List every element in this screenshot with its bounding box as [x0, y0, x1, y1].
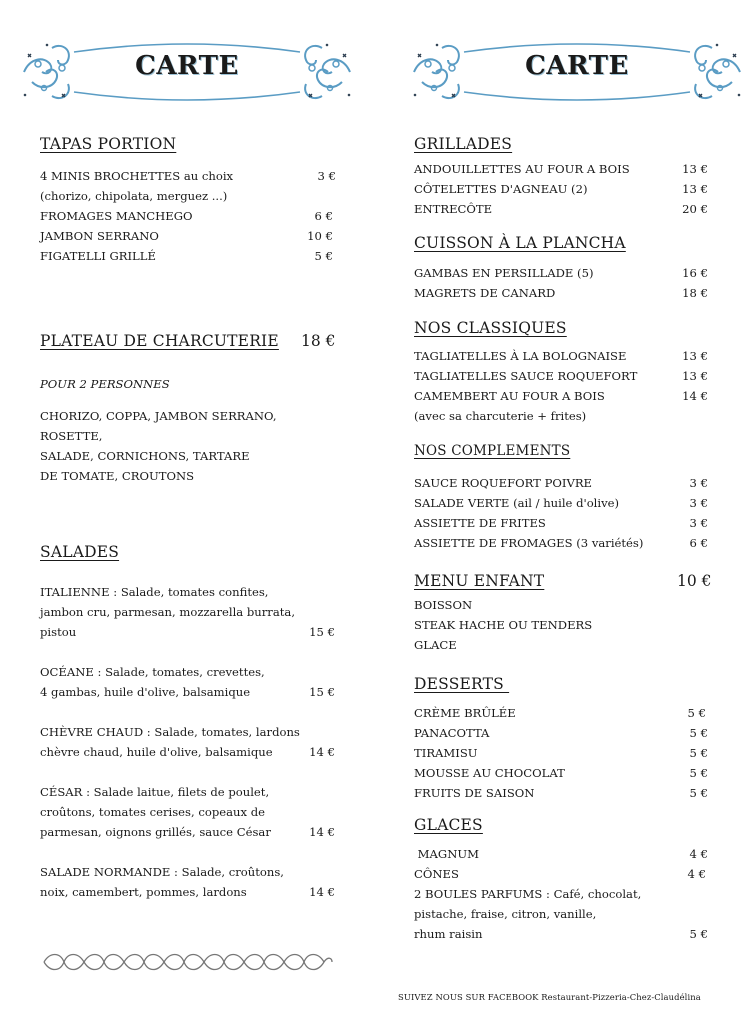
menu-item: GLACE [414, 638, 457, 652]
plateau-line: CHORIZO, COPPA, JAMBON SERRANO, [40, 409, 277, 423]
carte-title: CARTE [135, 51, 239, 81]
menu-item: TAGLIATELLES À LA BOLOGNAISE [414, 349, 627, 363]
item-price: 5 € [689, 746, 708, 760]
menu-item: TAGLIATELLES SAUCE ROQUEFORT [414, 369, 638, 383]
section-title-complements: NOS COMPLEMENTS [414, 443, 571, 459]
item-price: 3 € [689, 496, 708, 510]
footer-ornament-icon [40, 950, 336, 974]
item-price: 15 € [309, 625, 335, 639]
section-title-plateau: PLATEAU DE CHARCUTERIE [40, 332, 279, 350]
item-price: 3 € [317, 169, 336, 183]
menu-item: MOUSSE AU CHOCOLAT [414, 766, 565, 780]
salade-line: jambon cru, parmesan, mozzarella burrata, [40, 605, 296, 619]
item-price: 6 € [314, 209, 333, 223]
item-price: 14 € [309, 745, 335, 759]
item-price: 4 € [689, 847, 708, 861]
carte-header-right [412, 38, 742, 104]
item-price: 15 € [309, 685, 335, 699]
salade-line: croûtons, tomates cerises, copeaux de [40, 805, 265, 819]
salade-line: 4 gambas, huile d'olive, balsamique [40, 685, 251, 699]
menu-item: TIRAMISU [414, 746, 478, 760]
menu-item: CAMEMBERT AU FOUR A BOIS [414, 389, 605, 403]
item-price: 5 € [689, 726, 708, 740]
item-price: 14 € [309, 885, 335, 899]
menu-item: CÔNES [414, 867, 459, 881]
item-price: 4 € [687, 867, 706, 881]
section-title-glaces: GLACES [414, 816, 483, 834]
plateau-line: ROSETTE, [40, 429, 103, 443]
salade-line: chèvre chaud, huile d'olive, balsamique [40, 745, 273, 759]
menu-item-note: (avec sa charcuterie + frites) [414, 409, 587, 423]
plateau-price: 18 € [301, 332, 336, 350]
item-price: 6 € [689, 536, 708, 550]
menu-item: SAUCE ROQUEFORT POIVRE [414, 476, 593, 490]
item-price: 3 € [689, 516, 708, 530]
item-price: 3 € [689, 476, 708, 490]
salade-line: ITALIENNE : Salade, tomates confites, [40, 585, 269, 599]
menu-item: ASSIETTE DE FROMAGES (3 variétés) [414, 536, 644, 550]
item-price: 5 € [689, 927, 708, 941]
salade-line: CÉSAR : Salade laitue, filets de poulet, [40, 785, 270, 799]
menu-item: 4 MINIS BROCHETTES au choix [40, 169, 234, 183]
menu-item: MAGRETS DE CANARD [414, 286, 556, 300]
item-price: 14 € [309, 825, 335, 839]
item-price: 16 € [682, 266, 708, 280]
menu-item: FIGATELLI GRILLÉ [40, 249, 156, 263]
plateau-line: DE TOMATE, CROUTONS [40, 469, 195, 483]
menu-item: rhum raisin [414, 927, 483, 941]
section-title-grillades: GRILLADES [414, 135, 513, 153]
menu-item: FROMAGES MANCHEGO [40, 209, 193, 223]
section-title-tapas: TAPAS PORTION [40, 135, 177, 153]
menu-item-note: (chorizo, chipolata, merguez ...) [40, 189, 228, 203]
menu-item: CRÈME BRÛLÉE [414, 706, 516, 720]
menu-item: 2 BOULES PARFUMS : Café, chocolat, [414, 887, 642, 901]
menu-item: ANDOUILLETTES AU FOUR A BOIS [414, 162, 630, 176]
menu-item: CÔTELETTES D'AGNEAU (2) [414, 182, 588, 196]
salade-line: CHÈVRE CHAUD : Salade, tomates, lardons [40, 725, 300, 739]
section-title-plancha: CUISSON À LA PLANCHA [414, 234, 626, 252]
plateau-subtitle: POUR 2 PERSONNES [40, 377, 170, 391]
section-title-enfant: MENU ENFANT [414, 572, 545, 590]
carte-title: CARTE [525, 51, 629, 81]
menu-item: MAGNUM [414, 847, 479, 861]
menu-item: pistache, fraise, citron, vanille, [414, 907, 597, 921]
item-price: 5 € [689, 766, 708, 780]
salade-line: noix, camembert, pommes, lardons [40, 885, 247, 899]
menu-item: BOISSON [414, 598, 473, 612]
salade-line: parmesan, oignons grillés, sauce César [40, 825, 271, 839]
menu-item: PANACOTTA [414, 726, 490, 740]
menu-item: FRUITS DE SAISON [414, 786, 535, 800]
menu-item: ENTRECÔTE [414, 202, 493, 216]
plateau-line: SALADE, CORNICHONS, TARTARE [40, 449, 250, 463]
menu-item: ASSIETTE DE FRITES [414, 516, 546, 530]
item-price: 20 € [682, 202, 708, 216]
menu-item: SALADE VERTE (ail / huile d'olive) [414, 496, 620, 510]
section-title-desserts: DESSERTS [414, 675, 510, 693]
item-price: 5 € [689, 786, 708, 800]
item-price: 13 € [682, 182, 708, 196]
salade-line: OCÉANE : Salade, tomates, crevettes, [40, 665, 265, 679]
salade-line: SALADE NORMANDE : Salade, croûtons, [40, 865, 284, 879]
menu-item: JAMBON SERRANO [40, 229, 159, 243]
enfant-price: 10 € [677, 572, 712, 590]
menu-item: STEAK HACHE OU TENDERS [414, 618, 593, 632]
item-price: 5 € [687, 706, 706, 720]
salade-line: pistou [40, 625, 77, 639]
item-price: 13 € [682, 369, 708, 383]
item-price: 13 € [682, 162, 708, 176]
section-title-salades: SALADES [40, 543, 120, 561]
item-price: 10 € [307, 229, 333, 243]
footer-facebook: SUIVEZ NOUS SUR FACEBOOK Restaurant-Pizzeria-Chez-Claudélina [398, 992, 701, 1002]
item-price: 18 € [682, 286, 708, 300]
carte-header-left [22, 38, 352, 104]
item-price: 13 € [682, 349, 708, 363]
item-price: 14 € [682, 389, 708, 403]
item-price: 5 € [314, 249, 333, 263]
section-title-classiques: NOS CLASSIQUES [414, 319, 567, 337]
menu-item: GAMBAS EN PERSILLADE (5) [414, 266, 594, 280]
